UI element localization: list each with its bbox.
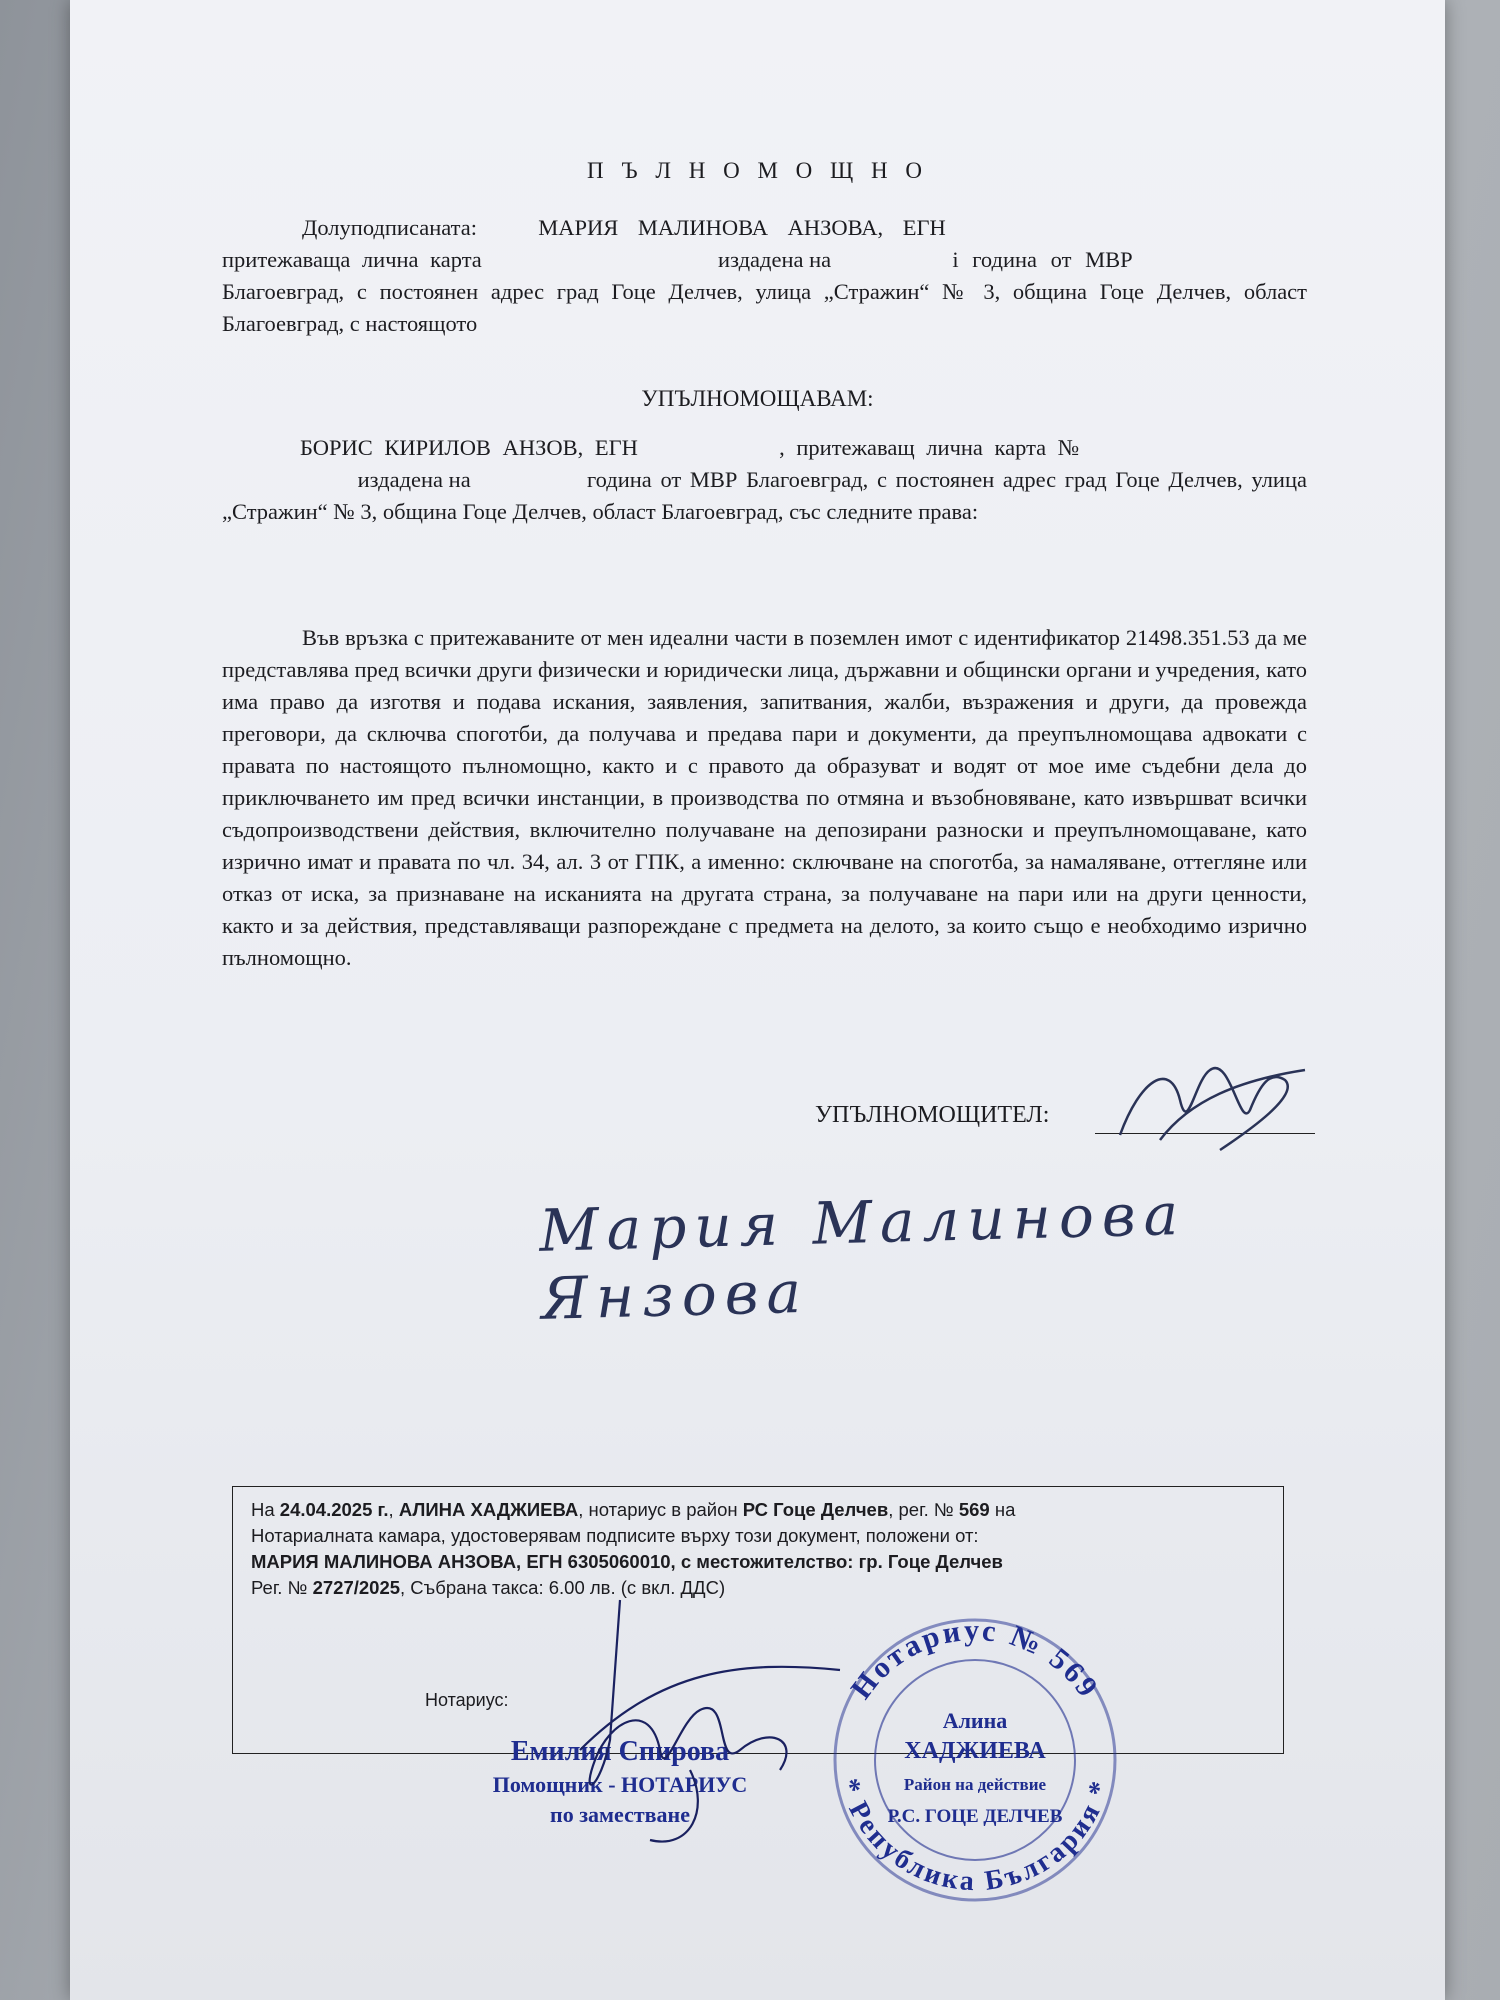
document-title: П Ъ Л Н О М О Щ Н О [587, 158, 928, 183]
notary-reg-number: 569 [958, 1499, 990, 1520]
notary-text: На [251, 1499, 280, 1520]
assistant-name: Емилия Спирова [510, 1736, 730, 1767]
notary-text: , нотариус в район [578, 1499, 743, 1520]
notary-line-4 [251, 1575, 725, 1601]
agent-rest: година от МВР Благоевград, с постоянен адрес град Гоце Делчев, улица „Стражин“ № 3, община Гоце Делчев, област Благоевград, със следните права: [222, 467, 1307, 524]
notary-round-seal [815, 1590, 1135, 1910]
principal-card: притежаваща лична карта [222, 247, 482, 272]
principal-intro: Долуподписаната: [302, 215, 477, 240]
principal-year: i година от МВР [952, 247, 1133, 272]
seal-district-label: Район на действие [903, 1775, 1047, 1794]
agent-issued: издадена на [357, 467, 471, 492]
notary-text: на [989, 1499, 1016, 1520]
assistant-note: по заместване [550, 1802, 690, 1827]
fee-text: , Събрана такса: 6.00 лв. (с вкл. ДДС) [400, 1577, 726, 1598]
notary-text: , рег. № [888, 1499, 959, 1520]
signer-label: УПЪЛНОМОЩИТЕЛ: [815, 1102, 1050, 1128]
notary-district: РС Гоце Делчев [742, 1499, 889, 1520]
principal-address: Благоевград, с постоянен адрес град Гоце Делчев, улица „Стражин“ № 3, община Гоце Делчев, област Благоевград, с настоящото [222, 279, 1307, 336]
principal-line-1 [302, 212, 1152, 244]
notary-signature-label: Нотариус: [425, 1690, 509, 1710]
handwritten-name: Мария Малинова Янзова [538, 1179, 1187, 1333]
assistant-role: Помощник - НОТАРИУС [492, 1772, 748, 1797]
agent-name: БОРИС КИРИЛОВ АНЗОВ, ЕГН [300, 435, 638, 460]
seal-district: Р.С. ГОЦЕ ДЕЛЧЕВ [887, 1806, 1063, 1827]
notary-line-1 [251, 1497, 1015, 1523]
agent-line-1 [300, 432, 1310, 464]
agent-card: , притежаващ лична карта № [779, 435, 1080, 460]
notary-text: Рег. № [251, 1577, 313, 1598]
notary-line-2: Нотариалната камара, удостоверявам подписите върху този документ, положени от: [251, 1525, 979, 1546]
seal-name-first: Алина [942, 1708, 1008, 1733]
authorize-heading: УПЪЛНОМОЩАВАМ: [641, 386, 874, 411]
seal-top-text: Нотариус № 569 [844, 1613, 1106, 1706]
principal-name: МАРИЯ МАЛИНОВА АНЗОВА, ЕГН [538, 215, 946, 240]
certification-date: 24.04.2025 г. [279, 1499, 389, 1520]
principal-line-2 [222, 244, 1307, 276]
document-page [70, 0, 1445, 2000]
signature-scribble [1100, 1040, 1320, 1170]
principal-issued: издадена на [718, 247, 832, 272]
seal-name-last: ХАДЖИЕВА [904, 1738, 1046, 1764]
seal-bottom-text: * Република България * [833, 1775, 1117, 1898]
body-paragraph: Във връзка с притежаваните от мен идеални части в поземлен имот с идентификатор 21498.351.53 да ме представлява пред всички други физически и юридически лица, държавни и общински органи и учредения, като има право да изготвя и подава искания, заявления, запитвания, жалби, възражения и други, да провежда преговори, да сключва споготби, да получава и предава пари и документи, да преупълномощава адвокати с правата по настоящото пълномощно, както и с правото да образуват и водят от мое име съдебни дела до приключването им пред всички инстанции, в производства по отмяна и възобновяване, като извършват всички съдопроизводствени действия, включително получаване на депозирани разноски и преупълномощаване, като изрично имат и правата по чл. 34, ал. 3 от ГПК, а именно: сключване на споготба, за намаляване, оттегляне или отказ от иска, за признаване на исканията на другата страна, за получаване на пари или на други ценности, както и за действия, представляващи разпореждане с предмета на делото, за които също е необходимо изрично пълномощно. [222, 625, 1307, 970]
notary-name: АЛИНА ХАДЖИЕВА [398, 1499, 579, 1520]
notary-text: , [388, 1499, 399, 1520]
notary-line-3: МАРИЯ МАЛИНОВА АНЗОВА, ЕГН 6305060010, с местожителство: гр. Гоце Делчев [251, 1551, 1003, 1572]
deed-reg-number: 2727/2025 [312, 1577, 401, 1598]
